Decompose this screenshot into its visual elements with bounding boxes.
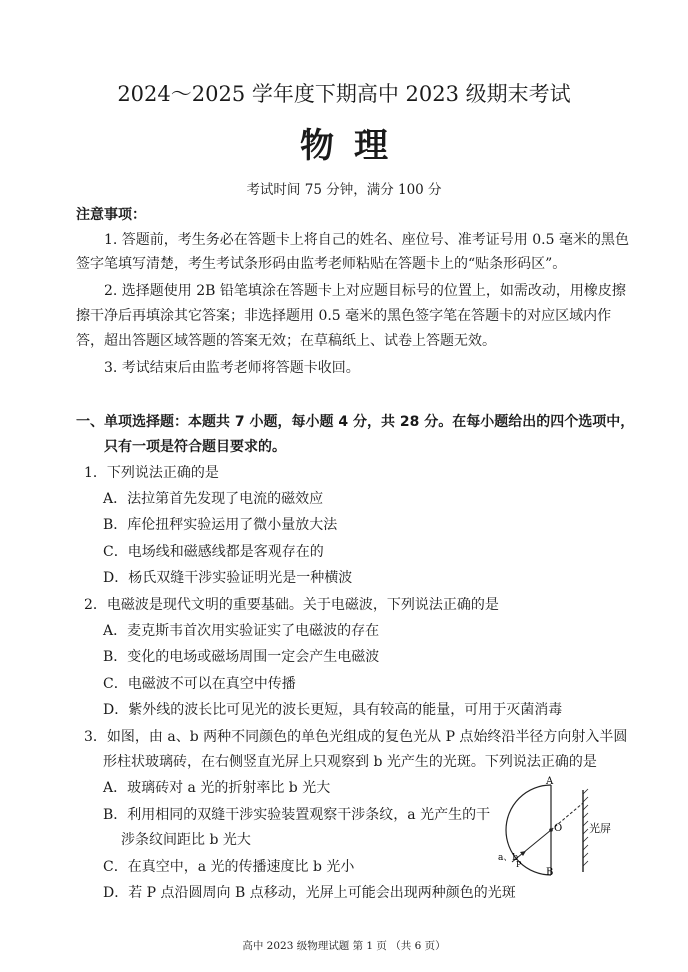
question-1-option-a: A．法拉第首先发现了电流的磁效应 [103,491,324,507]
question-3-option-b-line-1: B．利用相同的双缝干涉实验装置观察干涉条纹，a 光产生的干 [103,807,491,823]
subject-title: 物理 [300,126,408,166]
notice-item-1-line-1: 1. 答题前，考生务必在答题卡上将自己的姓名、座位号、准考证号用 0.5 毫米的黑色 [104,232,629,248]
exam-info: 考试时间 75 分钟，满分 100 分 [246,182,442,198]
label-b: B [546,867,554,878]
label-ab: a、b [498,853,519,863]
screen-hatching [583,789,588,866]
notice-heading: 注意事项： [76,207,146,223]
label-o: O [554,823,563,834]
question-2-option-c: C．电磁波不可以在真空中传播 [103,676,296,692]
question-2-option-a: A．麦克斯韦首次用实验证实了电磁波的存在 [103,623,380,639]
question-1-option-b: B．库伦扭秤实验运用了微小量放大法 [103,517,338,533]
notice-item-3: 3. 考试结束后由监考老师将答题卡收回。 [104,360,360,376]
label-p: P [516,860,522,869]
notice-item-2-line-3: 答，超出答题区域答题的答案无效；在草稿纸上、试卷上答题无效。 [76,333,496,349]
question-3-stem-line-1: 3．如图，由 a、b 两种不同颜色的单色光组成的复色光从 P 点始终沿半径方向射入半圆 [84,729,628,745]
notice-item-2-line-1: 2. 选择题使用 2B 铅笔填涂在答题卡上对应题目标号的位置上，如需改动，用橡皮擦 [104,283,626,299]
question-3-option-c: C．在真空中，a 光的传播速度比 b 光小 [103,859,355,875]
question-2-option-b: B．变化的电场或磁场周围一定会产生电磁波 [103,649,380,665]
question-3-figure [490,776,630,880]
question-3-option-a: A．玻璃砖对 a 光的折射率比 b 光大 [103,780,331,796]
notice-item-1-line-2: 签字笔填写清楚，考生考试条形码由监考老师粘贴在答题卡上的“贴条形码区”。 [76,256,567,272]
exam-title: 2024～2025 学年度下期高中 2023 级期末考试 [117,82,571,106]
question-2-option-d: D．紫外线的波长比可见光的波长更短，具有较高的能量，可用于灭菌消毒 [103,702,563,718]
label-a: A [546,776,554,787]
question-1-option-d: D．杨氏双缝干涉实验证明光是一种横波 [103,570,353,586]
question-1-stem: 1．下列说法正确的是 [84,465,219,481]
question-2-stem: 2．电磁波是现代文明的重要基础。关于电磁波，下列说法正确的是 [84,597,499,613]
section-1-heading-line-1: 一、单项选择题：本题共 7 小题，每小题 4 分，共 28 分。在每小题给出的四个选项中， [76,414,635,430]
question-3-option-d: D．若 P 点沿圆周向 B 点移动，光屏上可能会出现两种颜色的光斑 [103,885,516,901]
question-3-stem-line-2: 形柱状玻璃砖，在右侧竖直光屏上只观察到 b 光产生的光斑。下列说法正确的是 [103,754,597,770]
question-3-option-b-line-2: 涉条纹间距比 b 光大 [121,832,251,848]
page-footer: 高中 2023 级物理试题 第 1 页 （共 6 页） [242,940,446,952]
label-screen: 光屏 [589,822,611,835]
question-1-option-c: C．电场线和磁感线都是客观存在的 [103,544,324,560]
section-1-heading-line-2: 只有一项是符合题目要求的。 [104,439,286,455]
notice-item-2-line-2: 擦干净后再填涂其它答案；非选择题用 0.5 毫米的黑色签字笔在答题卡的对应区域内作 [76,308,612,324]
